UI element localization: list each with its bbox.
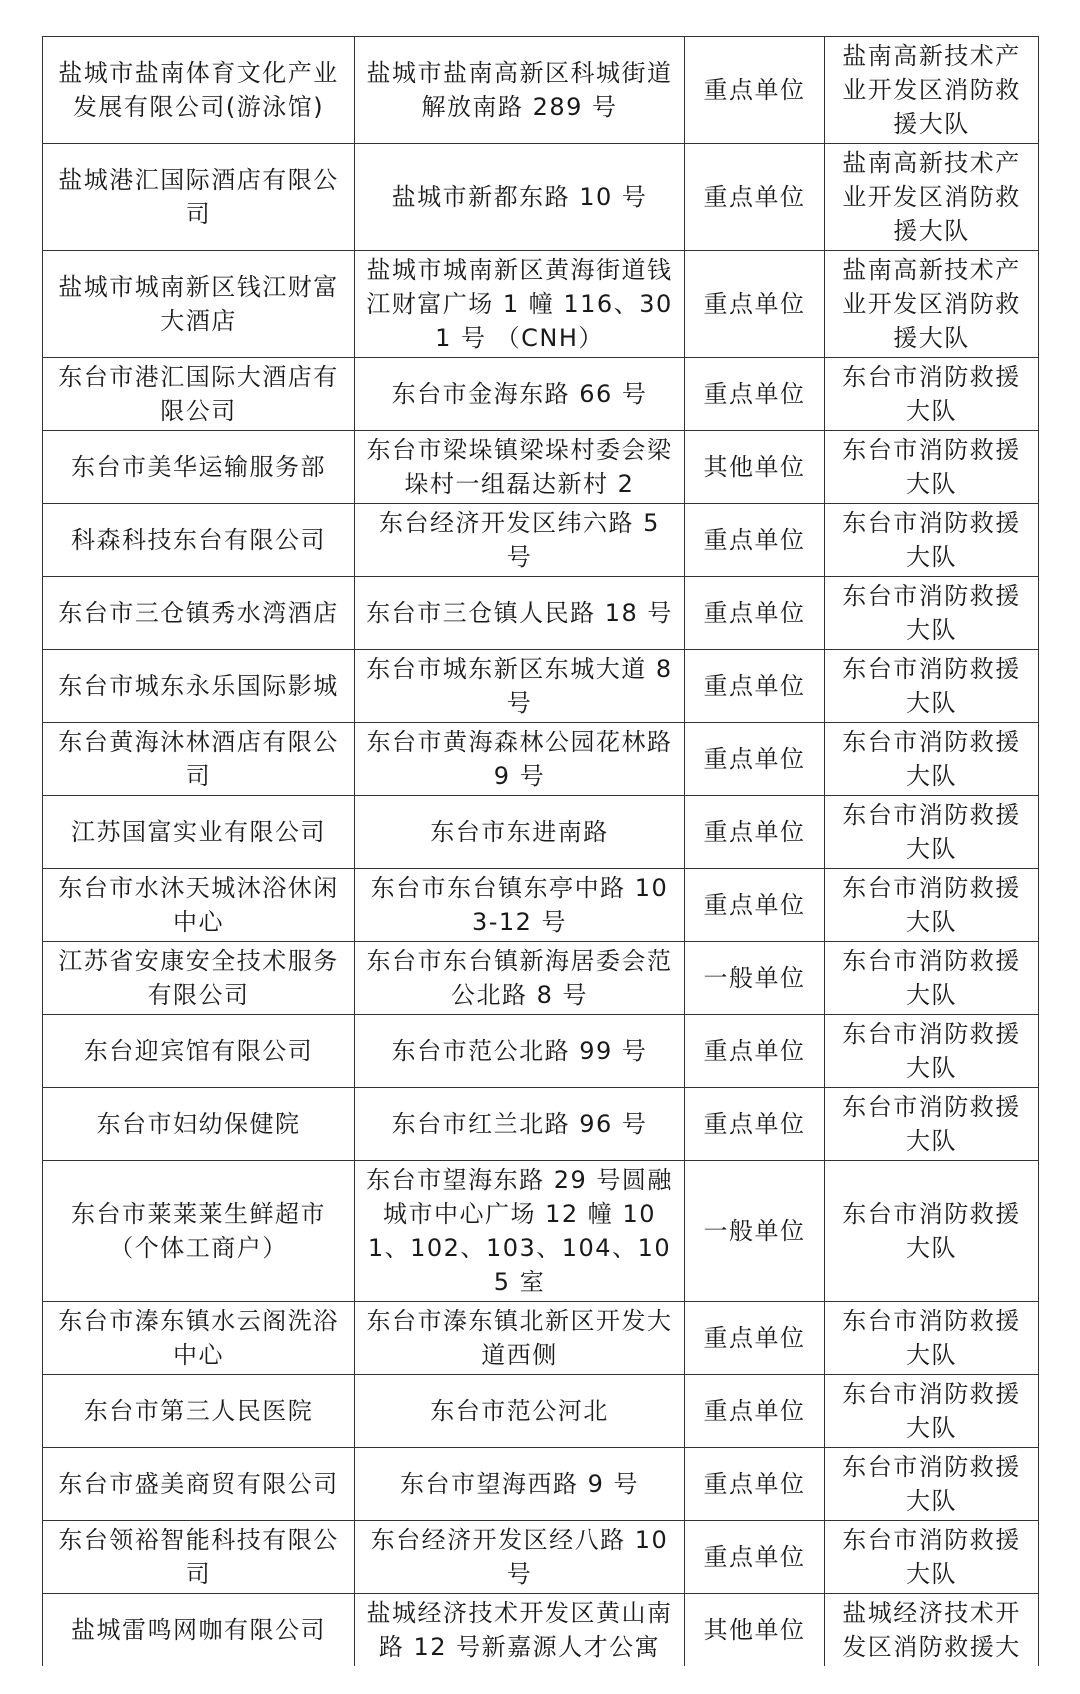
unit-name-cell: 盐城市城南新区钱江财富大酒店 [43, 251, 355, 358]
unit-name-cell: 东台领裕智能科技有限公司 [43, 1521, 355, 1594]
unit-address-cell: 东台市金海东路 66 号 [355, 358, 685, 431]
unit-category-cell: 重点单位 [685, 1521, 825, 1594]
fire-brigade-cell: 东台市消防救援大队 [825, 431, 1039, 504]
unit-category-cell: 重点单位 [685, 869, 825, 942]
unit-name-cell: 东台市美华运输服务部 [43, 431, 355, 504]
unit-name-cell: 东台市水沐天城沐浴休闲中心 [43, 869, 355, 942]
fire-brigade-cell: 盐南高新技术产业开发区消防救援大队 [825, 144, 1039, 251]
table-row [43, 251, 1039, 358]
unit-category-cell: 重点单位 [685, 577, 825, 650]
unit-name-cell: 东台市第三人民医院 [43, 1375, 355, 1448]
unit-category-cell: 重点单位 [685, 1088, 825, 1161]
unit-category-cell: 其他单位 [685, 1594, 825, 1667]
unit-category-cell: 其他单位 [685, 431, 825, 504]
table-row [43, 358, 1039, 431]
fire-brigade-cell: 东台市消防救援大队 [825, 1521, 1039, 1594]
unit-name-cell: 江苏国富实业有限公司 [43, 796, 355, 869]
unit-address-cell: 东台市三仓镇人民路 18 号 [355, 577, 685, 650]
unit-address-cell: 东台经济开发区纬六路 5 号 [355, 504, 685, 577]
unit-name-cell: 东台市莱莱莱生鲜超市（个体工商户） [43, 1161, 355, 1302]
table-row [43, 723, 1039, 796]
table-row [43, 650, 1039, 723]
unit-name-cell: 江苏省安康安全技术服务有限公司 [43, 942, 355, 1015]
unit-category-cell: 一般单位 [685, 1161, 825, 1302]
unit-name-cell: 东台黄海沐林酒店有限公司 [43, 723, 355, 796]
fire-brigade-cell: 东台市消防救援大队 [825, 1088, 1039, 1161]
unit-address-cell: 盐城经济技术开发区黄山南路 12 号新嘉源人才公寓 [355, 1594, 685, 1667]
unit-category-cell: 重点单位 [685, 1302, 825, 1375]
unit-address-cell: 东台市望海东路 29 号圆融城市中心广场 12 幢 101、102、103、104、105 室 [355, 1161, 685, 1302]
table-row [43, 577, 1039, 650]
unit-category-cell: 重点单位 [685, 144, 825, 251]
unit-name-cell: 东台市妇幼保健院 [43, 1088, 355, 1161]
unit-address-cell: 东台市东台镇东亭中路 103-12 号 [355, 869, 685, 942]
table-row [43, 37, 1039, 144]
unit-name-cell: 东台市溱东镇水云阁洗浴中心 [43, 1302, 355, 1375]
unit-category-cell: 重点单位 [685, 1015, 825, 1088]
unit-category-cell: 重点单位 [685, 723, 825, 796]
unit-name-cell: 盐城港汇国际酒店有限公司 [43, 144, 355, 251]
unit-address-cell: 东台市东进南路 [355, 796, 685, 869]
table-row [43, 144, 1039, 251]
unit-address-cell: 东台市范公北路 99 号 [355, 1015, 685, 1088]
fire-brigade-cell: 东台市消防救援大队 [825, 723, 1039, 796]
unit-address-cell: 盐城市盐南高新区科城街道解放南路 289 号 [355, 37, 685, 144]
unit-name-cell: 科森科技东台有限公司 [43, 504, 355, 577]
fire-brigade-cell: 东台市消防救援大队 [825, 869, 1039, 942]
table-row [43, 1375, 1039, 1448]
unit-category-cell: 重点单位 [685, 358, 825, 431]
unit-category-cell: 重点单位 [685, 650, 825, 723]
fire-brigade-cell: 盐南高新技术产业开发区消防救援大队 [825, 251, 1039, 358]
fire-brigade-cell: 东台市消防救援大队 [825, 577, 1039, 650]
unit-address-cell: 东台市梁垛镇梁垛村委会梁垛村一组磊达新村 2 [355, 431, 685, 504]
unit-address-cell: 东台市城东新区东城大道 8 号 [355, 650, 685, 723]
fire-brigade-cell: 东台市消防救援大队 [825, 1302, 1039, 1375]
unit-address-cell: 东台市红兰北路 96 号 [355, 1088, 685, 1161]
fire-brigade-cell: 东台市消防救援大队 [825, 1161, 1039, 1302]
unit-category-cell: 重点单位 [685, 504, 825, 577]
fire-safety-units-table [42, 36, 1039, 1666]
table-row [43, 1088, 1039, 1161]
table-row [43, 1448, 1039, 1521]
table-row [43, 942, 1039, 1015]
unit-category-cell: 重点单位 [685, 251, 825, 358]
table-row [43, 796, 1039, 869]
unit-address-cell: 盐城市城南新区黄海街道钱江财富广场 1 幢 116、301 号 （CNH） [355, 251, 685, 358]
table-row [43, 1161, 1039, 1302]
fire-brigade-cell: 东台市消防救援大队 [825, 650, 1039, 723]
unit-address-cell: 东台经济开发区经八路 10 号 [355, 1521, 685, 1594]
unit-name-cell: 东台市城东永乐国际影城 [43, 650, 355, 723]
table-row [43, 1302, 1039, 1375]
table-row [43, 869, 1039, 942]
fire-brigade-cell: 东台市消防救援大队 [825, 1375, 1039, 1448]
table-row [43, 1521, 1039, 1594]
unit-address-cell: 东台市范公河北 [355, 1375, 685, 1448]
fire-brigade-cell: 东台市消防救援大队 [825, 358, 1039, 431]
fire-brigade-cell: 盐南高新技术产业开发区消防救援大队 [825, 37, 1039, 144]
unit-name-cell: 东台市三仓镇秀水湾酒店 [43, 577, 355, 650]
table-body [43, 37, 1039, 1667]
unit-name-cell: 东台迎宾馆有限公司 [43, 1015, 355, 1088]
unit-name-cell: 东台市盛美商贸有限公司 [43, 1448, 355, 1521]
unit-name-cell: 东台市港汇国际大酒店有限公司 [43, 358, 355, 431]
table-row [43, 431, 1039, 504]
unit-name-cell: 盐城雷鸣网咖有限公司 [43, 1594, 355, 1667]
unit-address-cell: 东台市东台镇新海居委会范公北路 8 号 [355, 942, 685, 1015]
unit-category-cell: 重点单位 [685, 37, 825, 144]
fire-brigade-cell: 东台市消防救援大队 [825, 942, 1039, 1015]
unit-address-cell: 东台市望海西路 9 号 [355, 1448, 685, 1521]
unit-category-cell: 重点单位 [685, 1375, 825, 1448]
unit-name-cell: 盐城市盐南体育文化产业发展有限公司(游泳馆) [43, 37, 355, 144]
table-row [43, 1594, 1039, 1667]
unit-category-cell: 重点单位 [685, 1448, 825, 1521]
fire-brigade-cell: 东台市消防救援大队 [825, 1015, 1039, 1088]
fire-brigade-cell: 东台市消防救援大队 [825, 796, 1039, 869]
unit-address-cell: 东台市黄海森林公园花林路 9 号 [355, 723, 685, 796]
unit-category-cell: 重点单位 [685, 796, 825, 869]
table-row [43, 504, 1039, 577]
fire-brigade-cell: 东台市消防救援大队 [825, 1448, 1039, 1521]
table-row [43, 1015, 1039, 1088]
unit-address-cell: 东台市溱东镇北新区开发大道西侧 [355, 1302, 685, 1375]
fire-brigade-cell: 盐城经济技术开发区消防救援大 [825, 1594, 1039, 1667]
unit-category-cell: 一般单位 [685, 942, 825, 1015]
unit-address-cell: 盐城市新都东路 10 号 [355, 144, 685, 251]
fire-brigade-cell: 东台市消防救援大队 [825, 504, 1039, 577]
